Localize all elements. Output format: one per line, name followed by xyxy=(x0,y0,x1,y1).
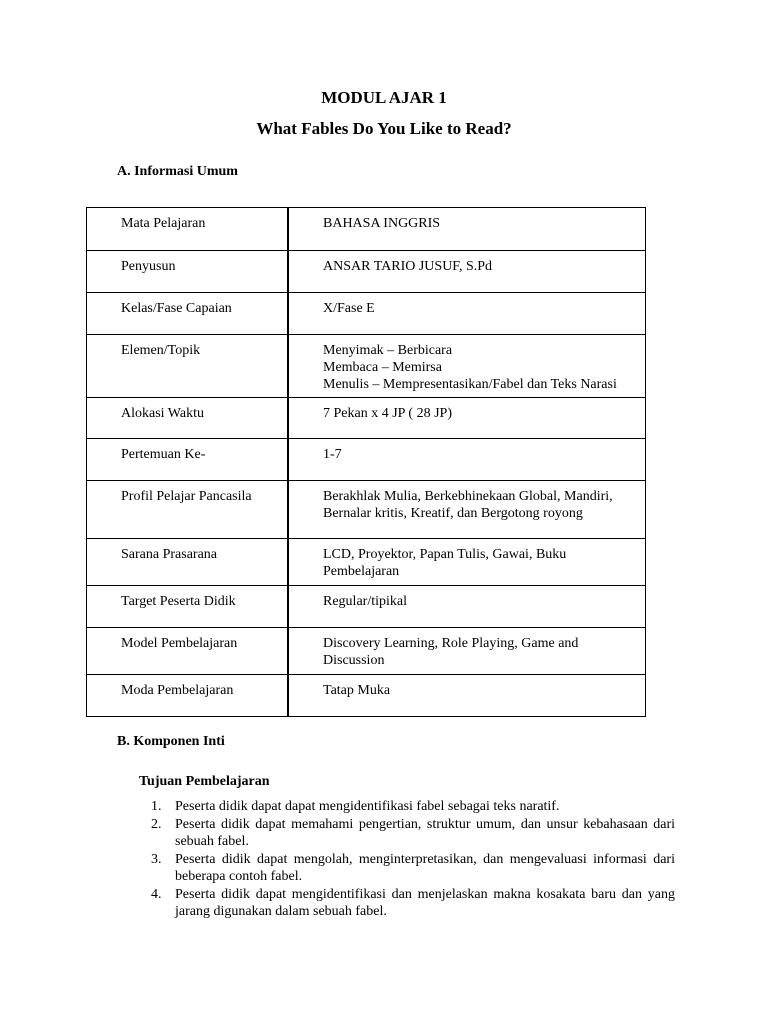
info-key: Pertemuan Ke- xyxy=(87,439,289,481)
table-row xyxy=(87,439,646,481)
info-key: Kelas/Fase Capaian xyxy=(87,293,289,335)
list-text: Peserta didik dapat mengolah, menginterpretasikan, dan mengevaluasi informasi dari beberapa contoh fabel. xyxy=(175,852,675,884)
list-item xyxy=(139,816,675,850)
table-row xyxy=(87,208,646,251)
info-key: Alokasi Waktu xyxy=(87,398,289,439)
info-key: Sarana Prasarana xyxy=(87,539,289,586)
info-value: Regular/tipikal xyxy=(288,586,646,628)
info-key: Mata Pelajaran xyxy=(87,208,289,251)
info-value: 1-7 xyxy=(288,439,646,481)
document-subtitle: What Fables Do You Like to Read? xyxy=(256,119,512,138)
list-number: 1. xyxy=(151,799,162,814)
table-row xyxy=(87,481,646,539)
info-key: Moda Pembelajaran xyxy=(87,675,289,717)
list-number: 2. xyxy=(151,817,162,832)
info-key: Target Peserta Didik xyxy=(87,586,289,628)
table-row xyxy=(87,335,646,398)
info-key: Penyusun xyxy=(87,251,289,293)
table-row xyxy=(87,628,646,675)
list-text: Peserta didik dapat mengidentifikasi dan menjelaskan makna kosakata baru dan yang jarang digunakan dalam sebuah fabel. xyxy=(175,887,675,919)
table-row xyxy=(87,398,646,439)
document-title: MODUL AJAR 1 xyxy=(321,88,447,107)
info-value-line: Menulis – Mempresentasikan/Fabel dan Teks Narasi xyxy=(323,377,617,392)
info-value: Berakhlak Mulia, Berkebhinekaan Global, Mandiri, Bernalar kritis, Kreatif, dan Bergotong royong xyxy=(288,481,646,539)
info-value-line: Menyimak – Berbicara xyxy=(323,343,453,358)
info-key: Elemen/Topik xyxy=(87,335,289,398)
info-value xyxy=(288,335,646,398)
list-item xyxy=(139,886,675,920)
info-value: LCD, Proyektor, Papan Tulis, Gawai, Buku Pembelajaran xyxy=(288,539,646,586)
info-value: X/Fase E xyxy=(288,293,646,335)
table-row xyxy=(87,586,646,628)
table-row xyxy=(87,251,646,293)
info-key: Profil Pelajar Pancasila xyxy=(87,481,289,539)
info-value: ANSAR TARIO JUSUF, S.Pd xyxy=(288,251,646,293)
list-number: 3. xyxy=(151,852,162,867)
list-text: Peserta didik dapat dapat mengidentifikasi fabel sebagai teks naratif. xyxy=(175,799,560,814)
section-b-heading: B. Komponen Inti xyxy=(117,734,225,749)
info-value: 7 Pekan x 4 JP ( 28 JP) xyxy=(288,398,646,439)
list-item xyxy=(139,798,675,815)
learning-goals-heading: Tujuan Pembelajaran xyxy=(139,774,270,789)
learning-goals-list xyxy=(139,798,675,921)
list-number: 4. xyxy=(151,887,162,902)
list-item xyxy=(139,851,675,885)
info-value: Discovery Learning, Role Playing, Game and Discussion xyxy=(288,628,646,675)
info-key: Model Pembelajaran xyxy=(87,628,289,675)
info-value: Tatap Muka xyxy=(288,675,646,717)
table-row xyxy=(87,675,646,717)
info-value: BAHASA INGGRIS xyxy=(288,208,646,251)
table-row xyxy=(87,293,646,335)
info-table xyxy=(86,207,646,717)
table-row xyxy=(87,539,646,586)
list-text: Peserta didik dapat memahami pengertian, struktur umum, dan unsur kebahasaan dari sebuah fabel. xyxy=(175,817,675,849)
info-value-line: Membaca – Memirsa xyxy=(323,360,442,375)
section-a-heading: A. Informasi Umum xyxy=(117,164,238,179)
